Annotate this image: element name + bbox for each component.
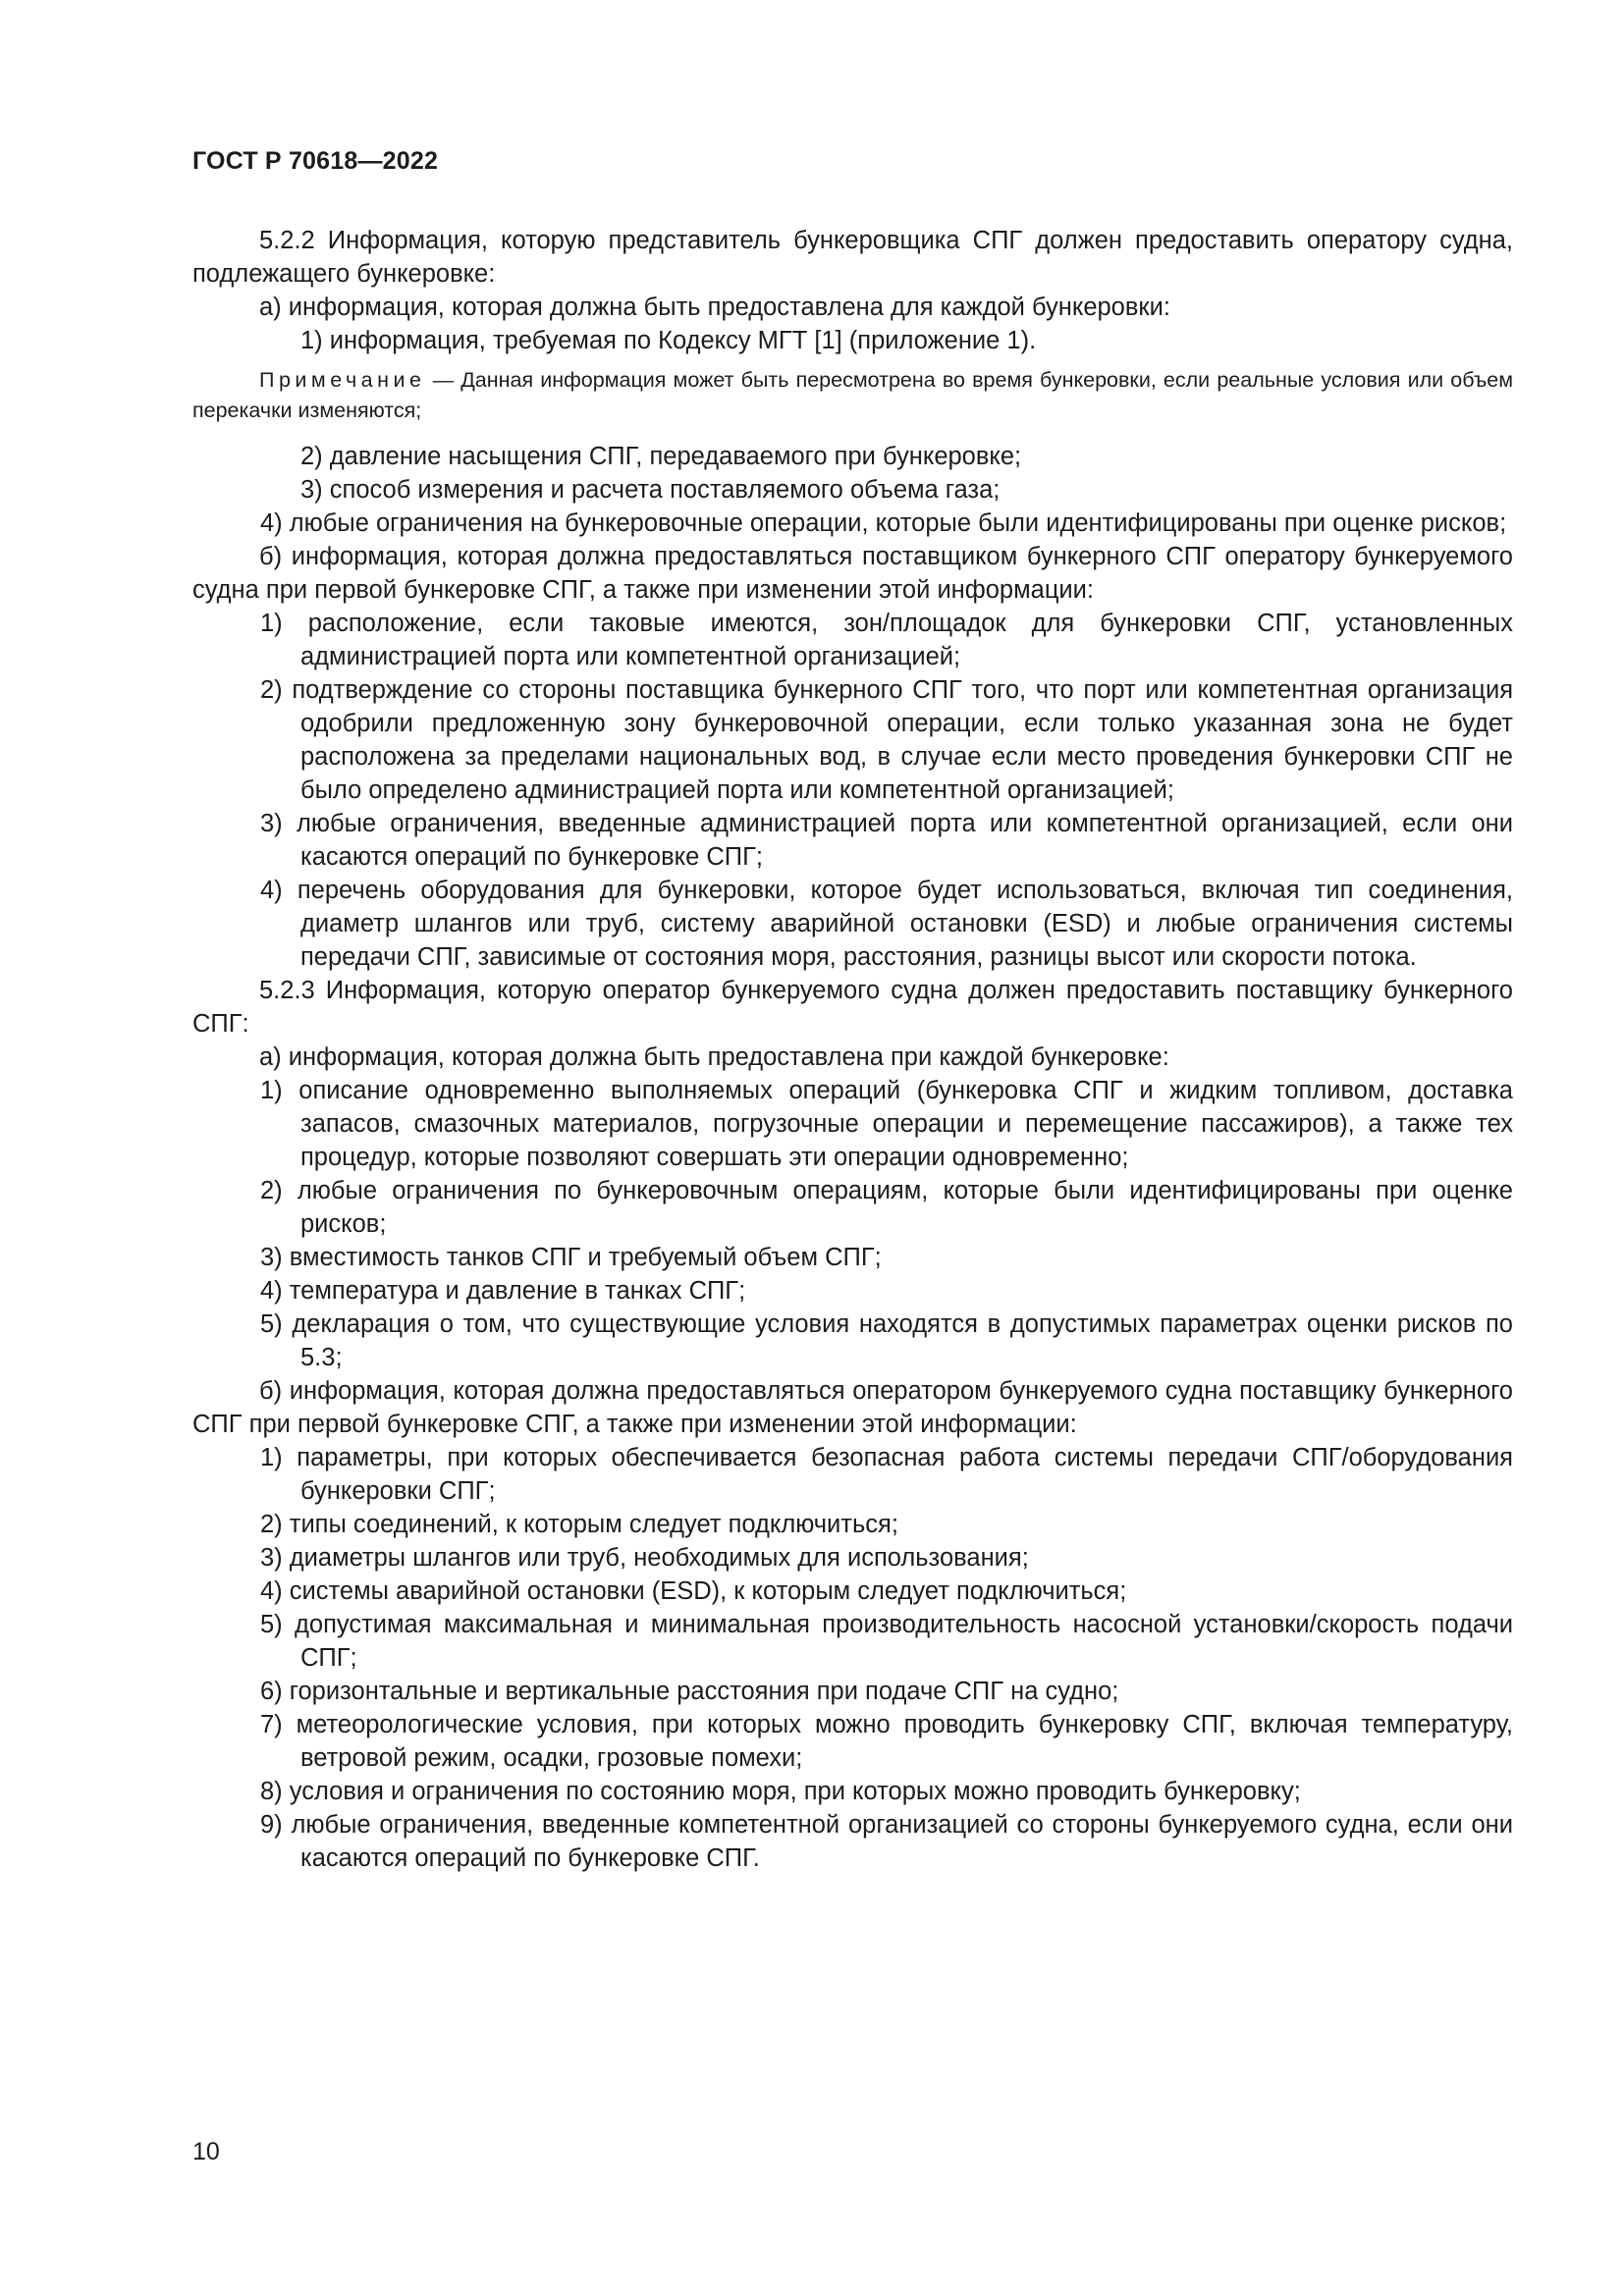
page-number: 10 <box>192 2138 220 2165</box>
list-item-9: 9) любые ограничения, введенные компетентной организацией со стороны бункеруемого судна, если они касаются операций по бункеровке СПГ. <box>260 1811 1513 1872</box>
list-item-1: 1) параметры, при которых обеспечивается безопасная работа системы передачи СПГ/оборудования бункеровки СПГ; <box>260 1444 1513 1505</box>
document-header: ГОСТ Р 70618—2022 <box>192 147 439 175</box>
list-item-7: 7) метеорологические условия, при которых можно проводить бункеровку СПГ, включая температуру, ветровой режим, осадки, грозовые помехи; <box>260 1711 1513 1772</box>
list-item-6: 6) горизонтальные и вертикальные расстояния при подаче СПГ на судно; <box>260 1678 1119 1705</box>
list-item-a: а) информация, которая должна быть предоставлена для каждой бункеровки: <box>259 294 1170 321</box>
section-5-2-3: 5.2.3 Информация, которую оператор бункеруемого судна должен предоставить поставщику бункерного СПГ: <box>192 977 1513 1038</box>
list-item-3: 3) любые ограничения, введенные администрацией порта или компетентной организацией, если они касаются операций по бункеровке СПГ; <box>260 810 1513 871</box>
list-item-b: б) информация, которая должна предоставляться оператором бункеруемого судна поставщику бункерного СПГ при первой бункеровке СПГ, а также при изменении этой информации: <box>192 1377 1513 1438</box>
list-item-5: 5) декларация о том, что существующие условия находятся в допустимых параметрах оценки рисков по 5.3; <box>260 1310 1513 1371</box>
note <box>192 365 1513 426</box>
list-item-1: 1) информация, требуемая по Кодексу МГТ [1] (приложение 1). <box>300 327 1037 354</box>
list-item-2: 2) давление насыщения СПГ, передаваемого при бункеровке; <box>300 443 1022 470</box>
document-body <box>192 224 1513 1875</box>
list-item-b: б) информация, которая должна предоставляться поставщиком бункерного СПГ оператору бункеруемого судна при первой бункеровке СПГ, а также при изменении этой информации: <box>192 543 1513 604</box>
list-item-4: 4) перечень оборудования для бункеровки, которое будет использоваться, включая тип соединения, диаметр шлангов или труб, систему аварийной остановки (ESD) и любые ограничения системы передачи СПГ, зависимые от состояния моря, расстояния, разницы высот или скорости потока. <box>260 877 1513 971</box>
list-item-3: 3) диаметры шлангов или труб, необходимых для использования; <box>260 1544 1029 1572</box>
list-item-5: 5) допустимая максимальная и минимальная производительность насосной установки/скорость подачи СПГ; <box>260 1611 1513 1672</box>
list-item-3: 3) вместимость танков СПГ и требуемый объем СПГ; <box>260 1244 882 1271</box>
list-item-4: 4) любые ограничения на бункеровочные операции, которые были идентифицированы при оценке рисков; <box>260 509 1507 537</box>
note-label: Примечание <box>259 368 426 392</box>
list-item-1: 1) описание одновременно выполняемых операций (бункеровка СПГ и жидким топливом, доставка запасов, смазочных материалов, погрузочные операции и перемещение пассажиров), а также тех процедур, которые позволяют совершать эти операции одновременно; <box>260 1077 1513 1171</box>
list-item-2: 2) подтверждение со стороны поставщика бункерного СПГ того, что порт или компетентная организация одобрили предложенную зону бункеровочной операции, если только указанная зона не будет расположена за пределами национальных вод, в случае если место проведения бункеровки СПГ не было определено администрацией порта или компетентной организацией; <box>260 676 1513 804</box>
list-item-4: 4) системы аварийной остановки (ESD), к которым следует подключиться; <box>260 1577 1127 1605</box>
list-item-a: а) информация, которая должна быть предоставлена при каждой бункеровке: <box>259 1043 1169 1071</box>
list-item-1: 1) расположение, если таковые имеются, зон/площадок для бункеровки СПГ, установленных администрацией порта или компетентной организацией; <box>260 610 1513 670</box>
list-item-3: 3) способ измерения и расчета поставляемого объема газа; <box>300 476 1001 504</box>
list-item-2: 2) любые ограничения по бункеровочным операциям, которые были идентифицированы при оценке рисков; <box>260 1177 1513 1238</box>
list-item-4: 4) температура и давление в танках СПГ; <box>260 1277 746 1305</box>
note-text: — Данная информация может быть пересмотрена во время бункеровки, если реальные условия или объем перекачки изменяются; <box>192 368 1513 422</box>
list-item-8: 8) условия и ограничения по состоянию моря, при которых можно проводить бункеровку; <box>260 1778 1301 1805</box>
list-item-2: 2) типы соединений, к которым следует подключиться; <box>260 1511 898 1538</box>
section-5-2-2: 5.2.2 Информация, которую представитель бункеровщика СПГ должен предоставить оператору судна, подлежащего бункеровке: <box>192 227 1513 288</box>
